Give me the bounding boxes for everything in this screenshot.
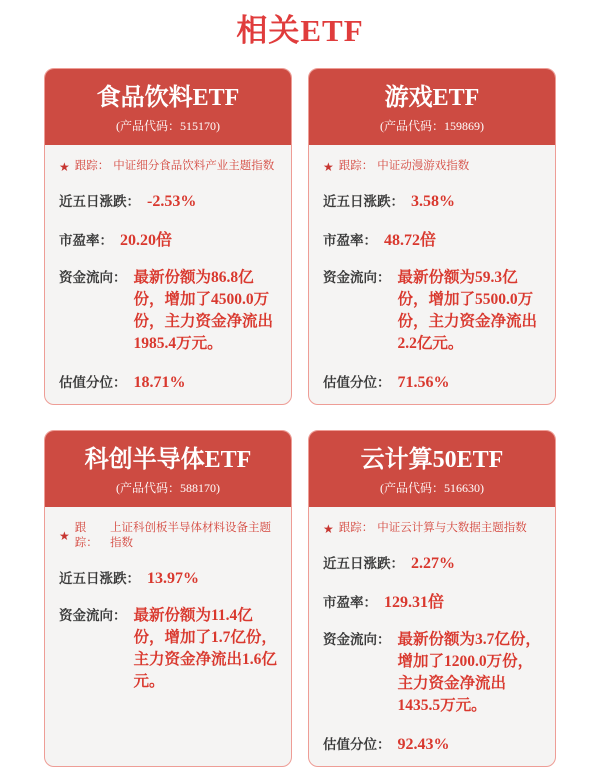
etf-card-header — [309, 69, 555, 145]
fund-flow-row — [323, 266, 541, 355]
etf-product-code: (产品代码：159869) — [380, 119, 484, 133]
pe-ratio-label: 市盈率： — [59, 233, 113, 248]
etf-name: 食品饮料ETF — [96, 85, 240, 111]
fund-flow-value: 最新份额为59.3亿份，增加了5500.0万份，主力资金净流出2.2亿元。 — [397, 269, 538, 352]
etf-name: 科创半导体ETF — [84, 447, 252, 473]
tracking-label: 跟踪： — [338, 160, 374, 172]
fund-flow-row — [59, 266, 277, 355]
five-day-change-label: 近五日涨跌： — [323, 194, 404, 209]
pe-ratio-label: 市盈率： — [323, 595, 377, 610]
pe-ratio-value: 48.72倍 — [384, 232, 437, 249]
tracking-index-name: 中证细分食品饮料产业主题指数 — [113, 160, 275, 172]
valuation-percentile-row — [323, 371, 541, 392]
five-day-change-row — [323, 190, 541, 211]
tracking-label: 跟踪： — [74, 522, 98, 549]
etf-card-header — [45, 431, 291, 507]
tracking-index-name: 中证动漫游戏指数 — [377, 160, 470, 172]
etf-product-code: (产品代码：515170) — [116, 119, 220, 133]
valuation-percentile-label: 估值分位： — [323, 375, 391, 390]
pe-ratio-row — [323, 589, 541, 612]
five-day-change-row — [323, 552, 541, 573]
valuation-percentile-value: 18.71% — [133, 374, 186, 391]
fund-flow-label: 资金流向： — [323, 270, 391, 285]
etf-card-body — [45, 145, 291, 404]
etf-card-body — [309, 145, 555, 404]
five-day-change-label: 近五日涨跌： — [59, 194, 140, 209]
valuation-percentile-value: 71.56% — [397, 374, 450, 391]
etf-card-body — [45, 507, 291, 766]
pe-ratio-row — [323, 227, 541, 250]
etf-card-cloud-computing — [308, 430, 556, 767]
five-day-change-row — [59, 190, 277, 211]
etf-card-body — [309, 507, 555, 766]
five-day-change-row — [59, 567, 277, 588]
valuation-percentile-label: 估值分位： — [323, 737, 391, 752]
five-day-change-value: 2.27% — [411, 555, 455, 572]
etf-card-star-semiconductor — [44, 430, 292, 767]
fund-flow-label: 资金流向： — [59, 270, 127, 285]
fund-flow-label: 资金流向： — [59, 608, 127, 623]
pe-ratio-label: 市盈率： — [323, 233, 377, 248]
tracking-index-name: 中证云计算与大数据主题指数 — [377, 522, 527, 534]
fund-flow-label: 资金流向： — [323, 632, 391, 647]
fund-flow-value: 最新份额为11.4亿份，增加了1.7亿份，主力资金净流出1.6亿元。 — [133, 607, 277, 690]
pe-ratio-value: 20.20倍 — [120, 232, 173, 249]
page-title: 相关ETF — [236, 13, 364, 48]
etf-name: 游戏ETF — [384, 85, 480, 111]
tracking-index-row — [59, 159, 277, 174]
star-icon: ★ — [59, 529, 70, 543]
tracking-index-row — [323, 159, 541, 174]
etf-card-header — [45, 69, 291, 145]
star-icon: ★ — [59, 159, 70, 174]
etf-card-food-beverage — [44, 68, 292, 405]
five-day-change-value: -2.53% — [147, 193, 197, 210]
pe-ratio-value: 129.31倍 — [384, 594, 445, 611]
pe-ratio-row — [59, 227, 277, 250]
tracking-label: 跟踪： — [74, 160, 110, 172]
five-day-change-label: 近五日涨跌： — [323, 556, 404, 571]
etf-product-code: (产品代码：588170) — [116, 481, 220, 495]
etf-card-gaming — [308, 68, 556, 405]
valuation-percentile-value: 92.43% — [397, 736, 450, 753]
etf-card-header — [309, 431, 555, 507]
etf-product-code: (产品代码：516630) — [380, 481, 484, 495]
fund-flow-value: 最新份额为3.7亿份，增加了1200.0万份，主力资金净流出1435.5万元。 — [397, 631, 541, 714]
tracking-index-row — [59, 521, 277, 551]
fund-flow-row — [323, 628, 541, 717]
five-day-change-value: 13.97% — [147, 570, 199, 587]
five-day-change-label: 近五日涨跌： — [59, 571, 140, 586]
five-day-change-value: 3.58% — [411, 193, 455, 210]
fund-flow-row — [59, 604, 277, 693]
tracking-index-row — [323, 521, 541, 536]
tracking-index-name: 上证科创板半导体材料设备主题指数 — [110, 522, 272, 549]
valuation-percentile-row — [59, 371, 277, 392]
fund-flow-value: 最新份额为86.8亿份，增加了4500.0万份，主力资金净流出1985.4万元。 — [133, 269, 274, 352]
valuation-percentile-row — [323, 733, 541, 754]
valuation-percentile-label: 估值分位： — [59, 375, 127, 390]
tracking-label: 跟踪： — [338, 522, 374, 534]
star-icon: ★ — [323, 521, 334, 536]
etf-name: 云计算50ETF — [360, 447, 504, 473]
etf-cards-grid — [0, 68, 600, 767]
star-icon: ★ — [323, 159, 334, 174]
